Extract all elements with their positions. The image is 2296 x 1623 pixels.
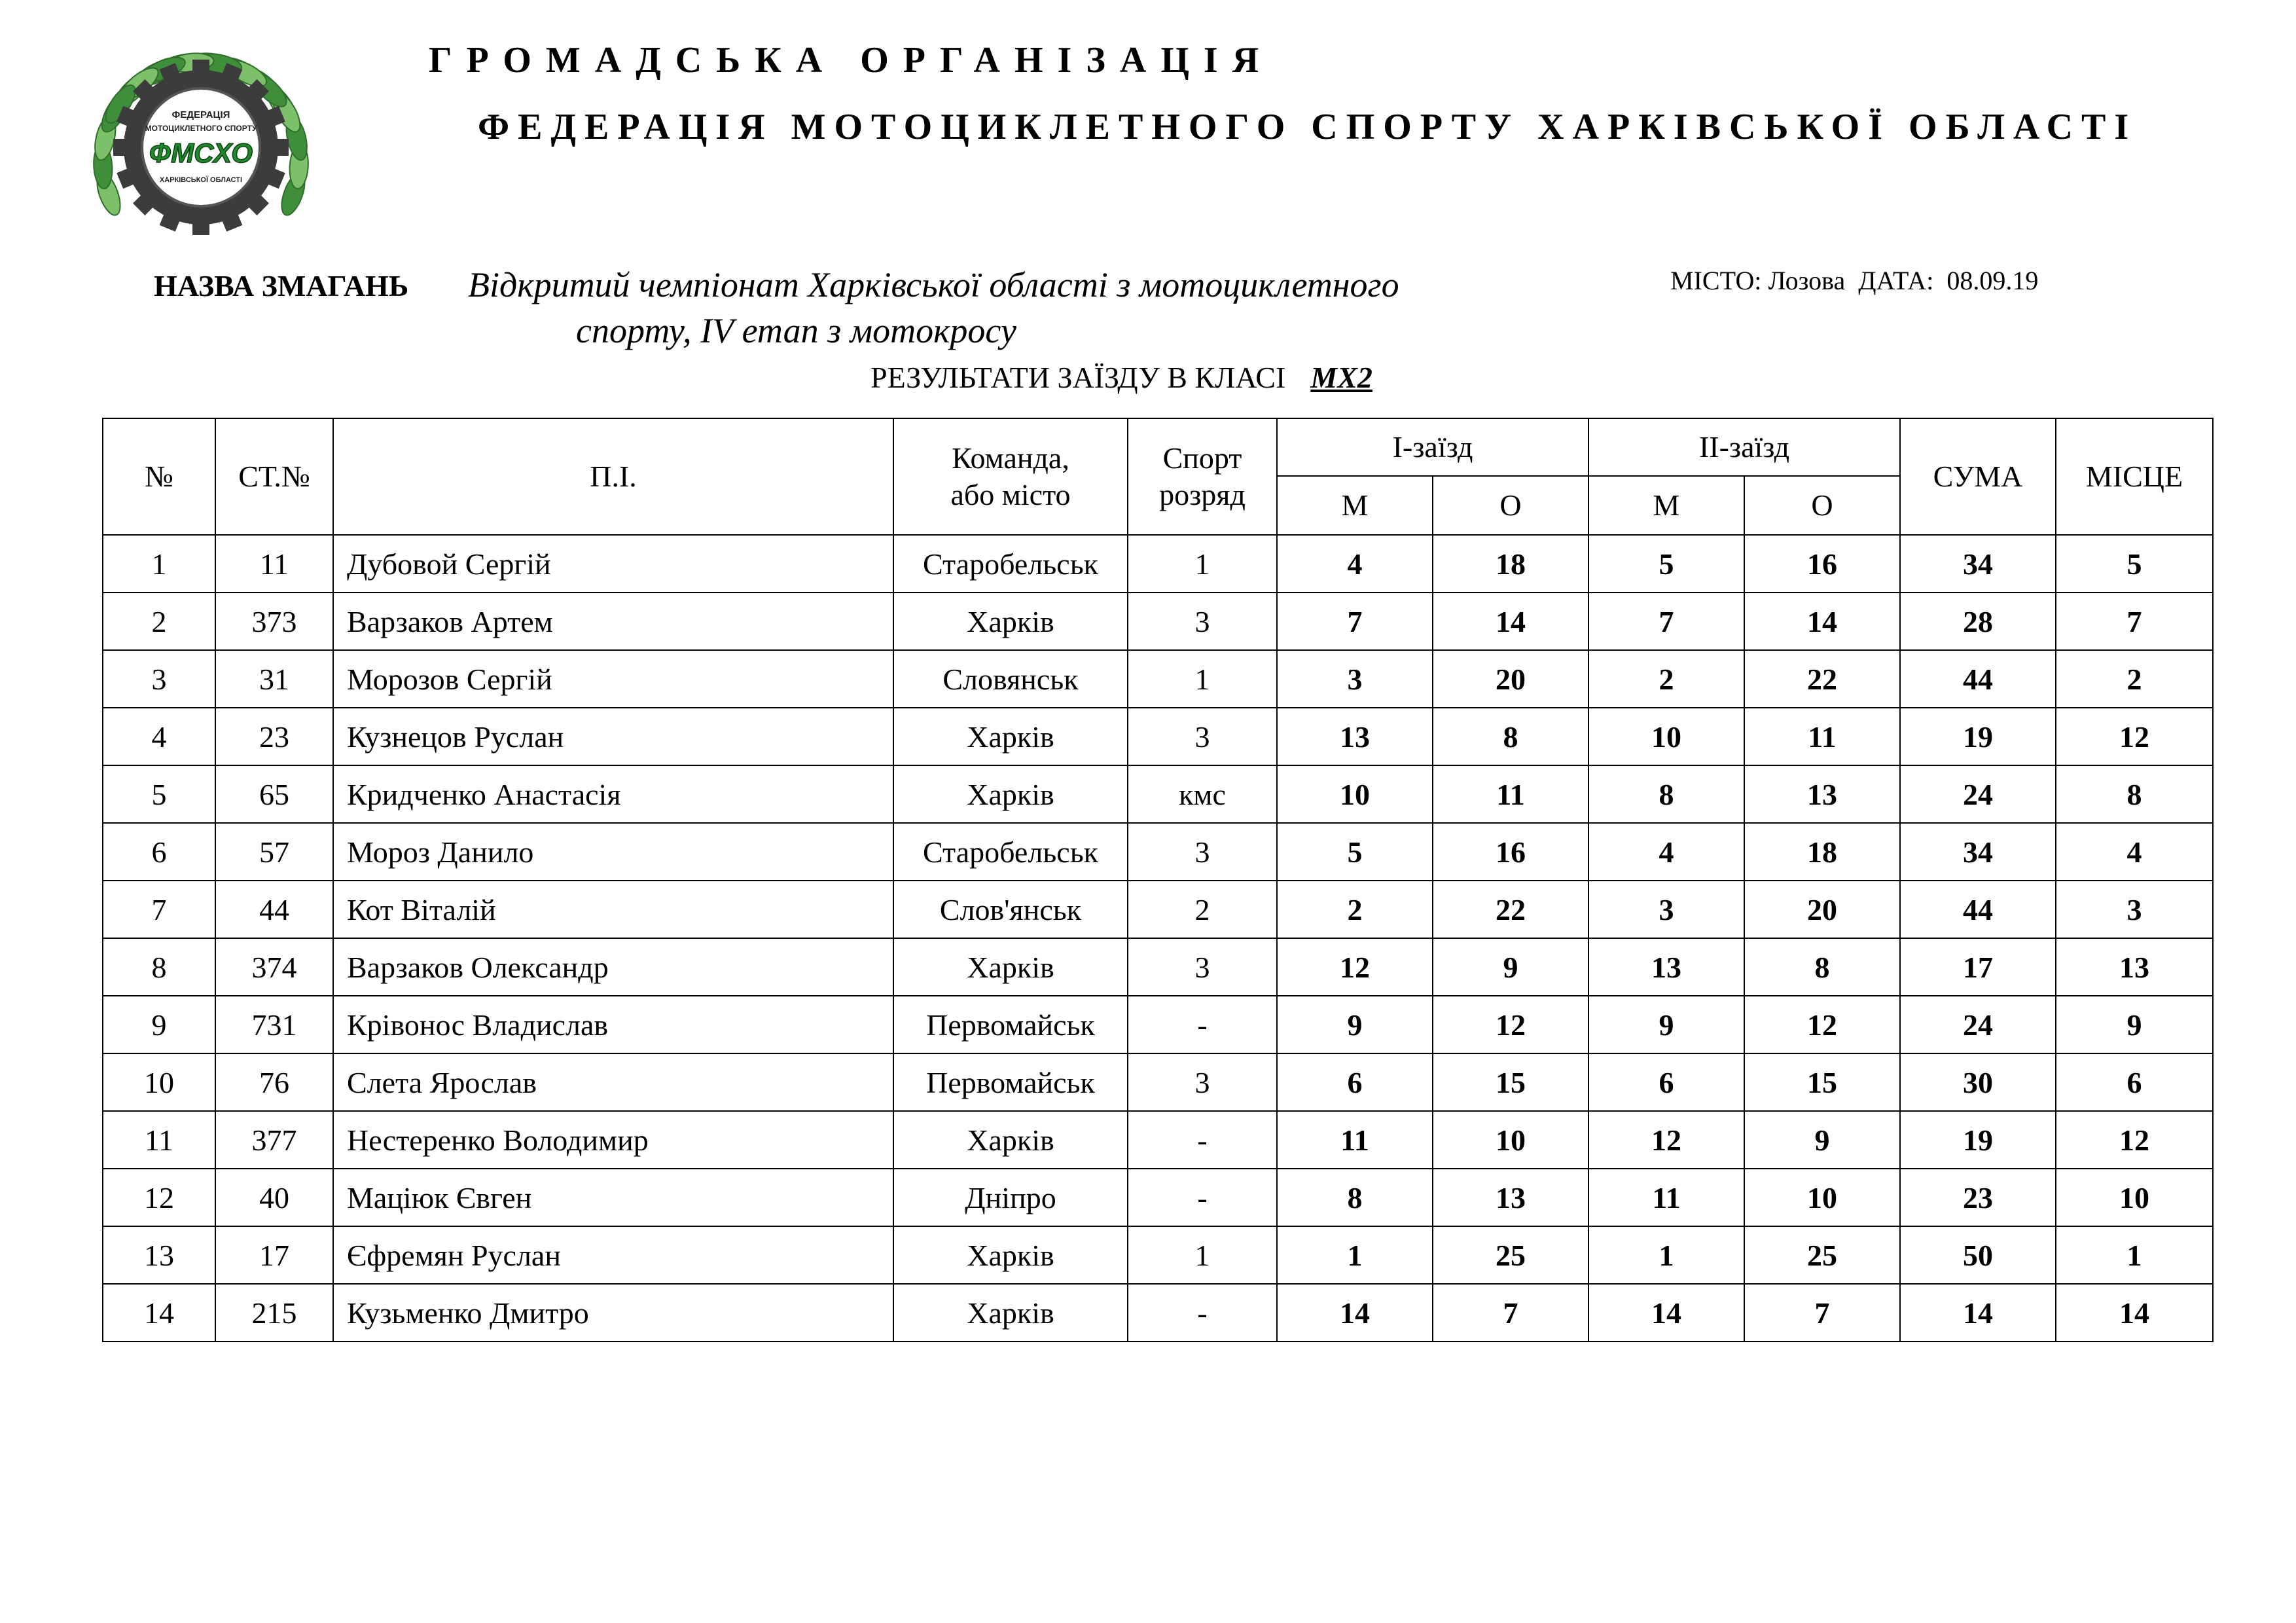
cell-heat1-m: 2 <box>1277 881 1433 938</box>
cell-no: 2 <box>103 593 215 650</box>
cell-heat1-o: 11 <box>1433 765 1588 823</box>
class-name: МХ2 <box>1310 361 1372 394</box>
cell-start-no: 31 <box>215 650 333 708</box>
header-sum: СУМА <box>1900 418 2056 535</box>
cell-place: 7 <box>2056 593 2213 650</box>
table-row <box>103 765 2213 823</box>
logo-abbreviation: ФМСХО <box>149 137 253 168</box>
cell-heat2-o: 25 <box>1744 1226 1900 1284</box>
cell-heat1-m: 10 <box>1277 765 1433 823</box>
table-row <box>103 593 2213 650</box>
cell-place: 9 <box>2056 996 2213 1053</box>
cell-place: 4 <box>2056 823 2213 881</box>
cell-team: Старобельськ <box>893 823 1128 881</box>
cell-heat1-o: 16 <box>1433 823 1588 881</box>
cell-team: Харків <box>893 1226 1128 1284</box>
table-row <box>103 1053 2213 1111</box>
cell-team: Старобельськ <box>893 535 1128 593</box>
cell-start-no: 40 <box>215 1169 333 1226</box>
cell-no: 12 <box>103 1169 215 1226</box>
cell-sum: 17 <box>1900 938 2056 996</box>
cell-sum: 34 <box>1900 535 2056 593</box>
logo-text-line2: МОТОЦИКЛЕТНОГО СПОРТУ <box>145 124 257 133</box>
cell-heat2-m: 2 <box>1588 650 1744 708</box>
header-rank <box>1128 418 1277 535</box>
cell-heat1-o: 25 <box>1433 1226 1588 1284</box>
header-heat2-m: М <box>1588 476 1744 535</box>
header-name: П.І. <box>333 418 893 535</box>
header-no: № <box>103 418 215 535</box>
cell-heat2-m: 9 <box>1588 996 1744 1053</box>
cell-heat1-o: 12 <box>1433 996 1588 1053</box>
cell-heat1-m: 11 <box>1277 1111 1433 1169</box>
cell-heat1-m: 6 <box>1277 1053 1433 1111</box>
cell-start-no: 377 <box>215 1111 333 1169</box>
cell-rank: - <box>1128 1284 1277 1341</box>
cell-heat2-m: 14 <box>1588 1284 1744 1341</box>
cell-no: 5 <box>103 765 215 823</box>
cell-rank: 3 <box>1128 938 1277 996</box>
cell-no: 9 <box>103 996 215 1053</box>
cell-name: Морозов Сергій <box>333 650 893 708</box>
cell-name: Маціюк Євген <box>333 1169 893 1226</box>
logo-text-line3: ХАРКІВСЬКОЇ ОБЛАСТІ <box>159 176 243 184</box>
cell-team: Харків <box>893 593 1128 650</box>
cell-name: Єфремян Руслан <box>333 1226 893 1284</box>
cell-rank: 2 <box>1128 881 1277 938</box>
cell-team: Дніпро <box>893 1169 1128 1226</box>
header-team <box>893 418 1128 535</box>
gear-tooth <box>113 139 133 156</box>
cell-heat2-o: 12 <box>1744 996 1900 1053</box>
header-rank-line1: Спорт <box>1162 441 1242 475</box>
cell-rank: 3 <box>1128 823 1277 881</box>
cell-sum: 24 <box>1900 996 2056 1053</box>
cell-heat1-m: 14 <box>1277 1284 1433 1341</box>
cell-rank: - <box>1128 1111 1277 1169</box>
cell-heat1-o: 7 <box>1433 1284 1588 1341</box>
cell-rank: 3 <box>1128 708 1277 765</box>
cell-start-no: 373 <box>215 593 333 650</box>
header-start-no: СТ.№ <box>215 418 333 535</box>
cell-name: Крівонос Владислав <box>333 996 893 1053</box>
cell-rank: 3 <box>1128 593 1277 650</box>
cell-start-no: 374 <box>215 938 333 996</box>
cell-heat2-o: 20 <box>1744 881 1900 938</box>
header-heat2: II-заїзд <box>1588 418 1900 476</box>
cell-team: Харків <box>893 1111 1128 1169</box>
cell-rank: 1 <box>1128 650 1277 708</box>
cell-heat2-m: 10 <box>1588 708 1744 765</box>
cell-heat2-m: 1 <box>1588 1226 1744 1284</box>
cell-place: 1 <box>2056 1226 2213 1284</box>
cell-team: Слов'янськ <box>893 881 1128 938</box>
cell-heat1-m: 8 <box>1277 1169 1433 1226</box>
competition-label: НАЗВА ЗМАГАНЬ <box>154 269 409 302</box>
table-row <box>103 650 2213 708</box>
cell-name: Варзаков Артем <box>333 593 893 650</box>
cell-place: 6 <box>2056 1053 2213 1111</box>
cell-name: Кузьменко Дмитро <box>333 1284 893 1341</box>
table-row <box>103 1111 2213 1169</box>
organization-name: ФЕДЕРАЦІЯ МОТОЦИКЛЕТНОГО СПОРТУ ХАРКІВСЬКОЇ ОБЛАСТІ <box>478 107 2138 147</box>
competition-name <box>468 262 1568 354</box>
cell-rank: кмс <box>1128 765 1277 823</box>
cell-heat1-o: 14 <box>1433 593 1588 650</box>
cell-start-no: 731 <box>215 996 333 1053</box>
competition-name-line1: Відкритий чемпіонат Харківської області з мотоциклетного <box>468 265 1399 304</box>
cell-place: 13 <box>2056 938 2213 996</box>
cell-sum: 44 <box>1900 881 2056 938</box>
header-heat1-m: М <box>1277 476 1433 535</box>
cell-start-no: 215 <box>215 1284 333 1341</box>
header-team-line1: Команда, <box>952 441 1069 475</box>
cell-heat2-m: 11 <box>1588 1169 1744 1226</box>
cell-heat1-o: 22 <box>1433 881 1588 938</box>
cell-no: 4 <box>103 708 215 765</box>
cell-heat2-o: 15 <box>1744 1053 1900 1111</box>
cell-heat2-o: 9 <box>1744 1111 1900 1169</box>
cell-start-no: 57 <box>215 823 333 881</box>
cell-heat1-m: 12 <box>1277 938 1433 996</box>
cell-sum: 44 <box>1900 650 2056 708</box>
cell-heat1-m: 3 <box>1277 650 1433 708</box>
cell-sum: 14 <box>1900 1284 2056 1341</box>
cell-sum: 50 <box>1900 1226 2056 1284</box>
header-heat1-o: О <box>1433 476 1588 535</box>
gear-tooth <box>192 215 209 235</box>
table-row <box>103 823 2213 881</box>
cell-heat2-m: 7 <box>1588 593 1744 650</box>
cell-heat1-o: 8 <box>1433 708 1588 765</box>
cell-heat1-m: 4 <box>1277 535 1433 593</box>
cell-place: 10 <box>2056 1169 2213 1226</box>
cell-heat1-o: 20 <box>1433 650 1588 708</box>
cell-no: 13 <box>103 1226 215 1284</box>
cell-no: 6 <box>103 823 215 881</box>
header-team-line2: або місто <box>950 478 1071 511</box>
cell-heat1-m: 7 <box>1277 593 1433 650</box>
cell-rank: - <box>1128 1169 1277 1226</box>
cell-name: Кридченко Анастасія <box>333 765 893 823</box>
cell-team: Первомайськ <box>893 1053 1128 1111</box>
header-heat1: I-заїзд <box>1277 418 1588 476</box>
cell-heat2-o: 18 <box>1744 823 1900 881</box>
cell-heat2-o: 14 <box>1744 593 1900 650</box>
cell-team: Харків <box>893 708 1128 765</box>
gear-tooth <box>269 139 289 156</box>
cell-heat2-o: 7 <box>1744 1284 1900 1341</box>
results-rows <box>103 535 2213 1341</box>
cell-sum: 19 <box>1900 1111 2056 1169</box>
cell-heat2-m: 3 <box>1588 881 1744 938</box>
cell-heat2-o: 8 <box>1744 938 1900 996</box>
cell-no: 3 <box>103 650 215 708</box>
header-heat2-o: О <box>1744 476 1900 535</box>
cell-place: 12 <box>2056 1111 2213 1169</box>
cell-name: Дубовой Сергій <box>333 535 893 593</box>
cell-heat1-o: 13 <box>1433 1169 1588 1226</box>
header-rank-line2: розряд <box>1159 478 1246 511</box>
cell-place: 14 <box>2056 1284 2213 1341</box>
cell-start-no: 76 <box>215 1053 333 1111</box>
cell-heat1-o: 15 <box>1433 1053 1588 1111</box>
cell-team: Харків <box>893 938 1128 996</box>
cell-heat1-o: 9 <box>1433 938 1588 996</box>
cell-heat2-m: 6 <box>1588 1053 1744 1111</box>
logo-text-line1: ФЕДЕРАЦІЯ <box>171 109 230 120</box>
cell-start-no: 65 <box>215 765 333 823</box>
cell-no: 7 <box>103 881 215 938</box>
table-row <box>103 1169 2213 1226</box>
city-date: МІСТО: Лозова ДАТА: 08.09.19 <box>1670 266 2039 295</box>
cell-start-no: 17 <box>215 1226 333 1284</box>
cell-heat1-o: 10 <box>1433 1111 1588 1169</box>
cell-no: 10 <box>103 1053 215 1111</box>
cell-heat2-o: 11 <box>1744 708 1900 765</box>
results-table <box>102 418 2214 1342</box>
cell-no: 8 <box>103 938 215 996</box>
cell-heat2-m: 12 <box>1588 1111 1744 1169</box>
cell-sum: 24 <box>1900 765 2056 823</box>
cell-sum: 23 <box>1900 1169 2056 1226</box>
cell-start-no: 23 <box>215 708 333 765</box>
cell-sum: 30 <box>1900 1053 2056 1111</box>
cell-sum: 28 <box>1900 593 2056 650</box>
table-row <box>103 881 2213 938</box>
cell-rank: 3 <box>1128 1053 1277 1111</box>
cell-heat1-m: 1 <box>1277 1226 1433 1284</box>
cell-heat2-o: 10 <box>1744 1169 1900 1226</box>
table-row <box>103 535 2213 593</box>
cell-heat2-o: 22 <box>1744 650 1900 708</box>
cell-name: Кот Віталій <box>333 881 893 938</box>
cell-team: Харків <box>893 1284 1128 1341</box>
cell-name: Мороз Данило <box>333 823 893 881</box>
cell-heat2-o: 16 <box>1744 535 1900 593</box>
cell-heat1-m: 5 <box>1277 823 1433 881</box>
cell-heat2-m: 8 <box>1588 765 1744 823</box>
cell-heat2-m: 13 <box>1588 938 1744 996</box>
table-row <box>103 996 2213 1053</box>
cell-no: 1 <box>103 535 215 593</box>
cell-heat1-o: 18 <box>1433 535 1588 593</box>
cell-name: Кузнецов Руслан <box>333 708 893 765</box>
cell-place: 5 <box>2056 535 2213 593</box>
cell-team: Харків <box>893 765 1128 823</box>
cell-rank: 1 <box>1128 1226 1277 1284</box>
cell-start-no: 44 <box>215 881 333 938</box>
cell-heat2-o: 13 <box>1744 765 1900 823</box>
cell-place: 2 <box>2056 650 2213 708</box>
cell-name: Слета Ярослав <box>333 1053 893 1111</box>
header-place: МІСЦЕ <box>2056 418 2213 535</box>
table-row <box>103 708 2213 765</box>
cell-sum: 19 <box>1900 708 2056 765</box>
cell-team: Первомайськ <box>893 996 1128 1053</box>
table-row <box>103 1284 2213 1341</box>
cell-team: Словянськ <box>893 650 1128 708</box>
table-row <box>103 938 2213 996</box>
organization-type: ГРОМАДСЬКА ОРГАНІЗАЦІЯ <box>428 40 1274 81</box>
cell-name: Варзаков Олександр <box>333 938 893 996</box>
competition-name-line2: спорту, IV етап з мотокросу <box>576 311 1016 350</box>
cell-place: 12 <box>2056 708 2213 765</box>
cell-name: Нестеренко Володимир <box>333 1111 893 1169</box>
results-title-text: РЕЗУЛЬТАТИ ЗАЇЗДУ В КЛАСІ <box>870 361 1286 394</box>
results-title <box>870 360 1372 395</box>
table-row <box>103 1226 2213 1284</box>
cell-no: 11 <box>103 1111 215 1169</box>
cell-heat1-m: 13 <box>1277 708 1433 765</box>
cell-heat2-m: 4 <box>1588 823 1744 881</box>
cell-place: 3 <box>2056 881 2213 938</box>
cell-sum: 34 <box>1900 823 2056 881</box>
cell-place: 8 <box>2056 765 2213 823</box>
cell-rank: 1 <box>1128 535 1277 593</box>
cell-heat2-m: 5 <box>1588 535 1744 593</box>
cell-no: 14 <box>103 1284 215 1341</box>
cell-start-no: 11 <box>215 535 333 593</box>
cell-heat1-m: 9 <box>1277 996 1433 1053</box>
cell-rank: - <box>1128 996 1277 1053</box>
